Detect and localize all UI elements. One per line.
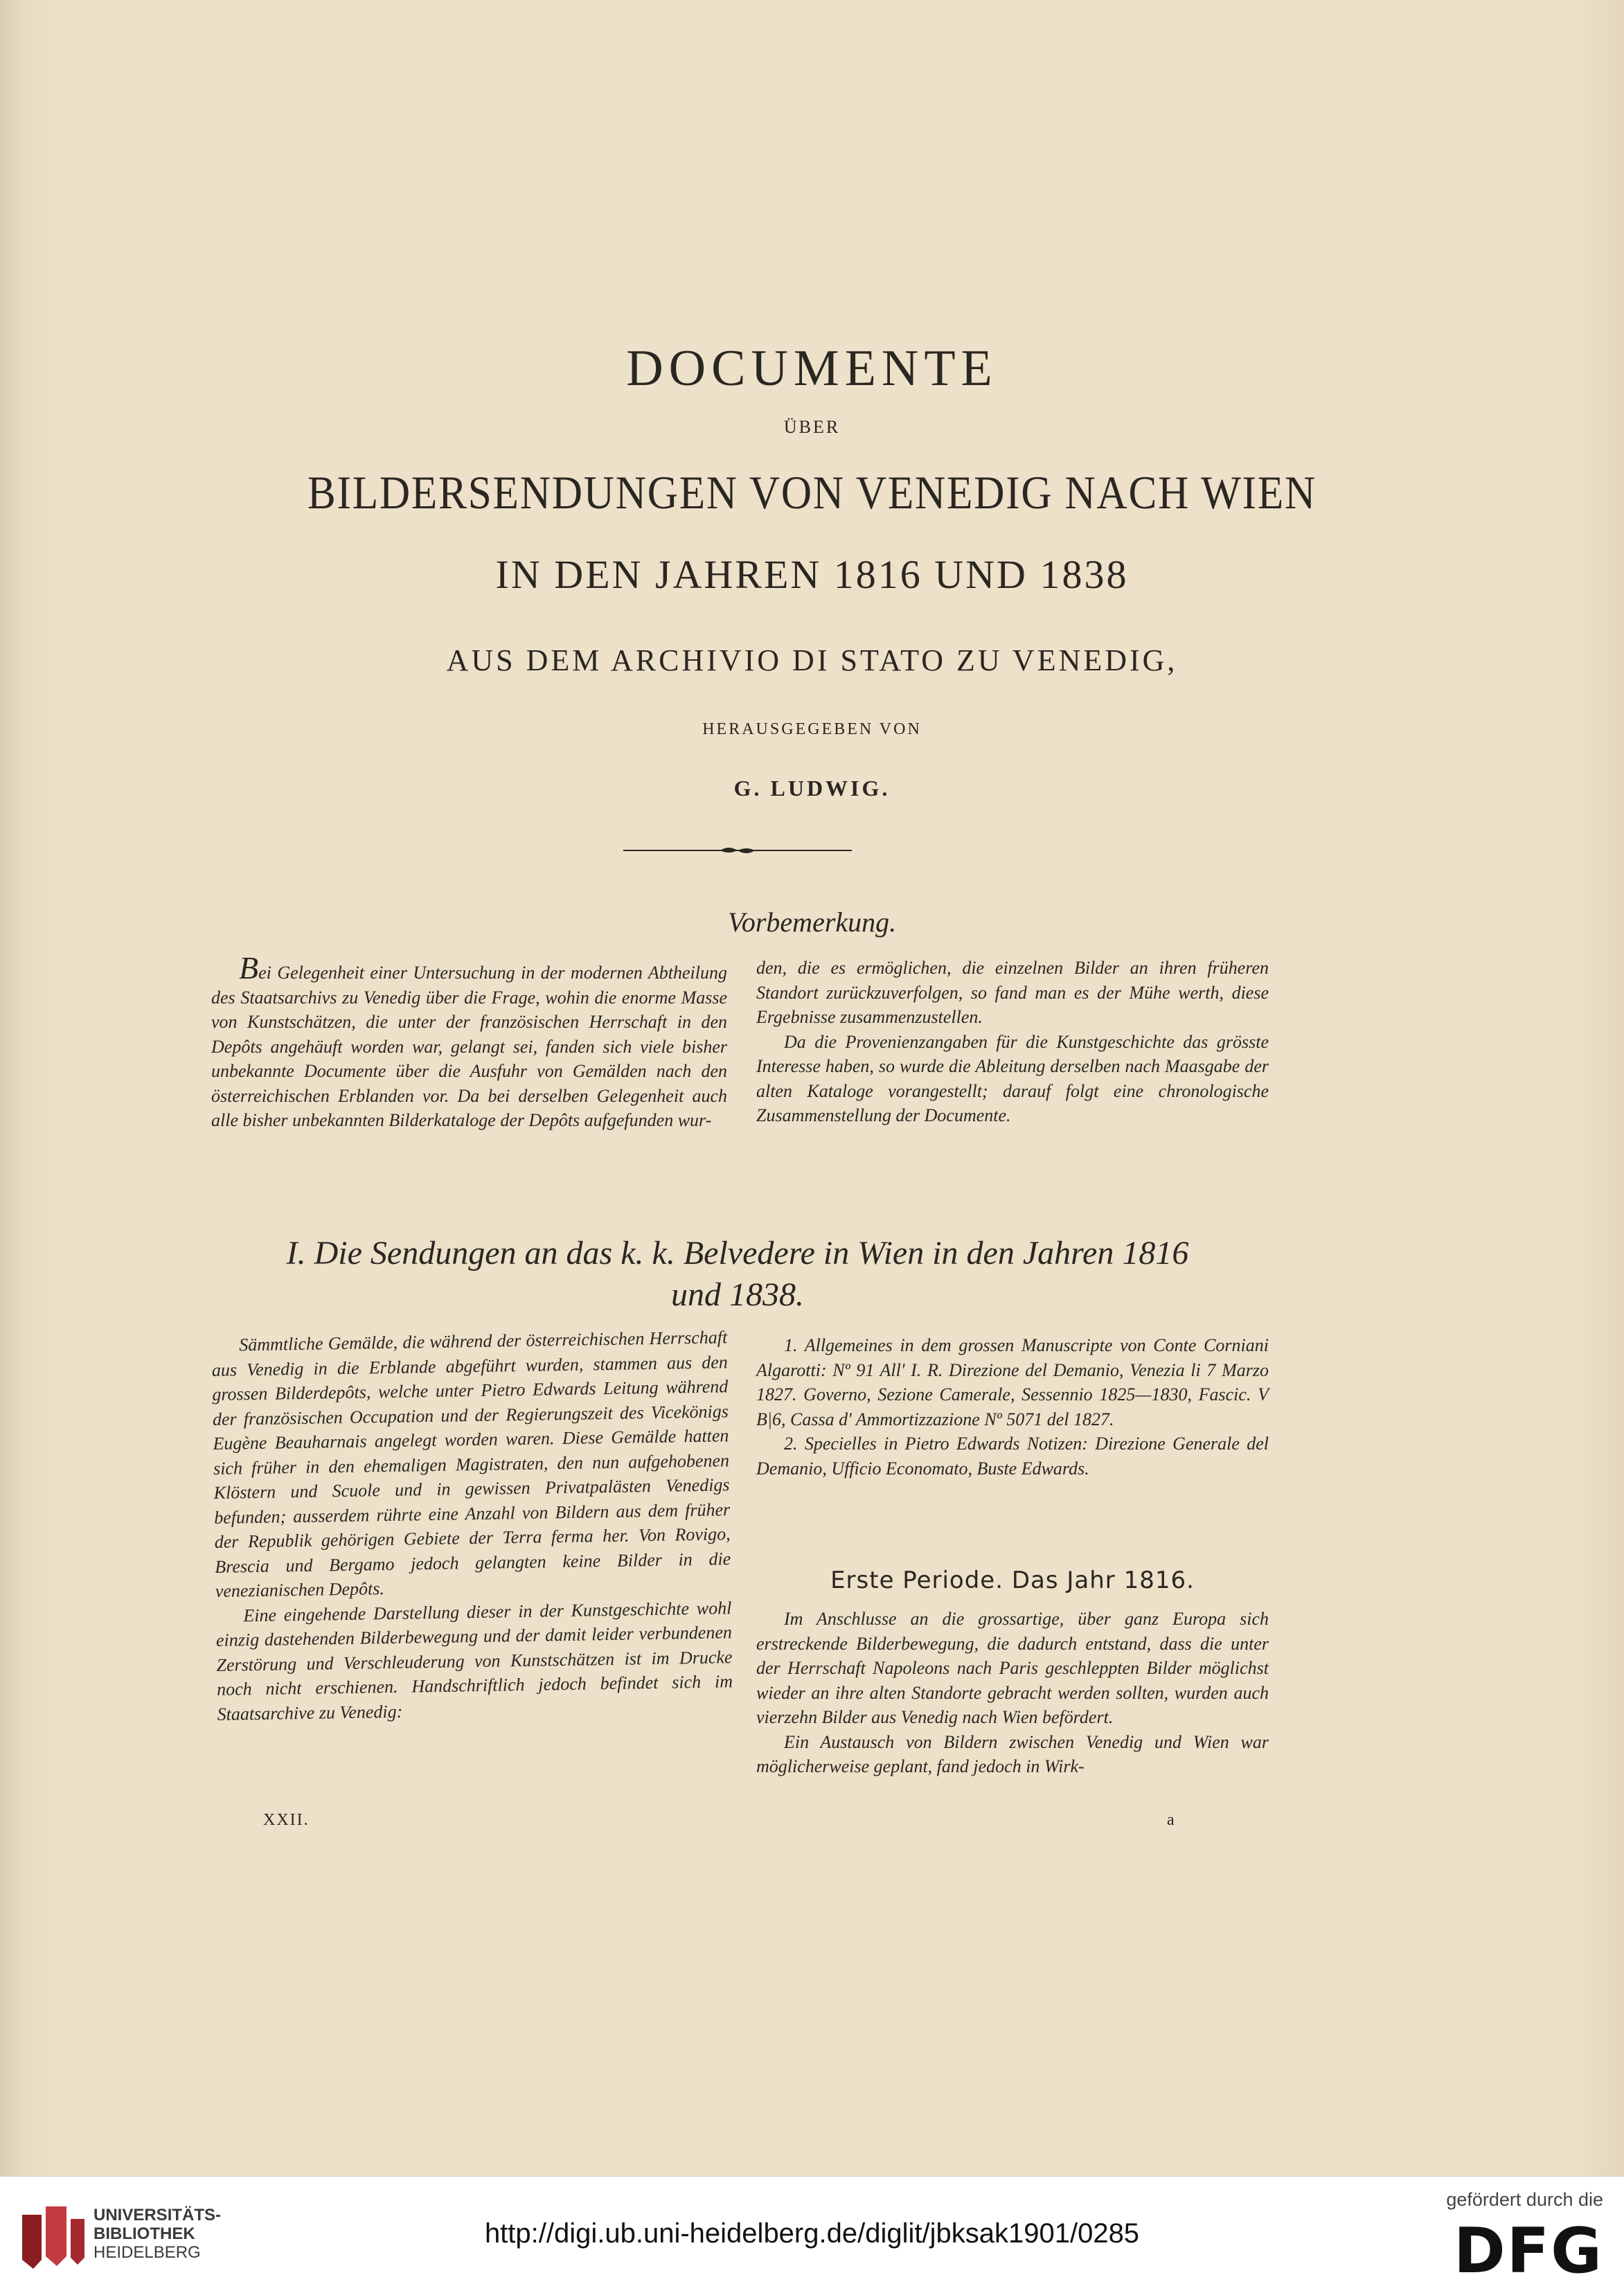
preface-right-column: [756, 956, 1269, 1128]
preface-left-column: [211, 950, 727, 1133]
library-name-line-1: UNIVERSITÄTS-: [93, 2206, 222, 2224]
signature-mark-right: a: [1167, 1811, 1175, 1829]
section-right-column: [756, 1333, 1269, 1481]
period-paragraph-1: Im Anschlusse an die grossartige, über ganz Europa sich erstreckende Bilderbewegung, die dadurch entstand, dass die unter der Herrschaft Napoleons nach Paris geschleppten Bilder möglichst wieder an ihre alten Standorte gebracht werden sollten, wurden auch vierzehn Bilder aus Venedig nach Wien befördert.: [756, 1609, 1269, 1727]
title-connector: ÜBER: [783, 417, 841, 437]
period-paragraph-2: Ein Austausch von Bildern zwischen Venedig und Wien war möglicherweise geplant, fand jedoch in Wirk-: [756, 1731, 1269, 1776]
ornament-divider-icon: [623, 844, 852, 857]
document-subtitle-main: BILDERSENDUNGEN VON VENEDIG NACH WIEN: [307, 466, 1317, 519]
library-name-line-3: HEIDELBERG: [93, 2243, 201, 2262]
document-subtitle-years: IN DEN JAHREN 1816 UND 1838: [495, 552, 1129, 597]
document-title: DOCUMENTE: [626, 340, 998, 397]
document-subtitle-source: AUS DEM ARCHIVIO DI STATO ZU VENEDIG,: [446, 643, 1178, 677]
section-left-paragraph-2: Eine eingehende Darstellung dieser in der Kunstgeschichte wohl einzig dastehenden Bilderbewegung und der damit leider verbundenen Zerstörung und Verschleuderung von Kunstschätzen ist im Drucke noch nicht erschienen. Handschriftlich jedoch befindet sich im Staatsarchive zu Venedig:: [215, 1597, 733, 1724]
section-right-paragraph-2: 2. Specielles in Pietro Edwards Notizen: Direzione Generale del Demanio, Ufficio Economato, Buste Edwards.: [756, 1434, 1269, 1479]
section-right-paragraph-1: 1. Allgemeines in dem grossen Manuscripte von Conte Corniani Algarotti: Nº 91 All' I. R. Direzione del Demanio, Venezia li 7 Marzo 1827. Governo, Sezione Camerale, Sessennio 1825—1830, Fascic. V B|6, Cassa d' Ammortizzazione Nº 5071 del 1827.: [756, 1335, 1269, 1429]
section-heading-line-1: I. Die Sendungen an das k. k. Belvedere in Wien in den Jahren 1816: [286, 1235, 1189, 1272]
section-left-paragraph-1: Sämmtliche Gemälde, die während der österreichischen Herrschaft aus Venedig in die Erblande abgeführt wurden, stammen aus den grossen Bilderdepôts, welche unter Pietro Edwards Leitung während der französischen Occupation und der Regierungszeit des Vicekönigs Eugène Beauharnais angelegt worden waren. Diese Gemälde hatten sich früher in den ehemaligen Magistraten, den nun aufgehobenen Klöstern und Scuole und in gewissen Privatpalästen Venedigs befunden; ausserdem rührte eine Anzahl von Bildern aus dem früher der Republik gehörigen Gebiete der Terra ferma her. Von Rovigo, Brescia und Bergamo jedoch gelangten keine Bilder in die venezianischen Depôts.: [211, 1327, 731, 1601]
permalink-url[interactable]: http://digi.ub.uni-heidelberg.de/diglit/jbksak1901/0285: [484, 2218, 1140, 2249]
section-heading-line-2: und 1838.: [671, 1276, 804, 1313]
period-heading: Erste Periode. Das Jahr 1816.: [830, 1567, 1195, 1594]
preface-dropcap: B: [239, 950, 259, 985]
section-left-column: [211, 1325, 733, 1727]
dfg-logo[interactable]: DFG: [1453, 2215, 1603, 2287]
period-text-column: [756, 1607, 1269, 1779]
editor-name: G. LUDWIG.: [733, 776, 891, 801]
library-name-line-2: BIBLIOTHEK: [93, 2224, 195, 2243]
funding-caption: gefördert durch die: [1446, 2189, 1603, 2210]
digitization-footer: [0, 2176, 1624, 2293]
signature-mark-left: XXII.: [263, 1811, 310, 1829]
preface-right-paragraph-2: Da die Provenienzangaben für die Kunstgeschichte das grösste Interesse haben, so wurde die Ableitung derselben nach Maasgabe der alten Kataloge vorangestellt; darauf folgt eine chronologische Zusammenstellung der Documente.: [756, 1031, 1269, 1125]
editor-label: HERAUSGEGEBEN VON: [702, 720, 922, 738]
section-heading: [208, 1233, 1267, 1316]
preface-left-text: ei Gelegenheit einer Untersuchung in der modernen Abtheilung des Staatsarchivs zu Venedig über die Frage, wohin die enorme Masse von Kunstschätzen, die unter der französischen Herrschaft in den Depôts angehäuft worden war, gelangt sei, fanden sich viele bisher unbekannte Documente über die Ausfuhr von Gemälden nach den österreichischen Erblanden vor. Da bei derselben Gelegenheit auch alle bisher unbekannten Bilderkataloge der Depôts aufgefunden wur-: [211, 963, 727, 1130]
preface-right-paragraph-1: den, die es ermöglichen, die einzelnen Bilder an ihren früheren Standort zurückzuverfolgen, so fand man es der Mühe werth, diese Ergebnisse zusammenzustellen.: [756, 958, 1269, 1027]
preface-heading: Vorbemerkung.: [727, 907, 897, 938]
